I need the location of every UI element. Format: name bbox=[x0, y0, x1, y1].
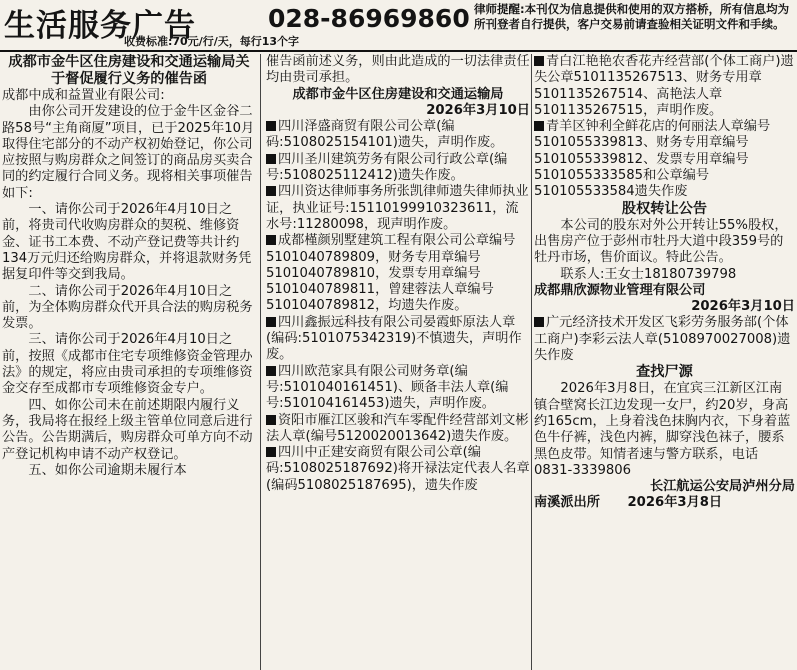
ad-text: 四川鑫振远科技有限公司晏霞虾原法人章(编码:5101075342319)不慎遗失，声明作废。 bbox=[266, 314, 522, 363]
signature-org: 南溪派出所 bbox=[534, 495, 600, 511]
ad-text: 成都槿颜别墅建筑工程有限公司公章编号5101040789809，财务专用章编号5101040789810，发票专用章编号5101040789811，曾建蓉法人章编号5101040789812，均遗失作废。 bbox=[266, 233, 516, 314]
classified-ad bbox=[534, 54, 795, 119]
header-divider bbox=[0, 50, 797, 52]
classified-ad bbox=[266, 233, 530, 314]
classified-ad bbox=[266, 364, 530, 413]
column-1 bbox=[2, 54, 256, 670]
classified-ad bbox=[266, 184, 530, 233]
lawyer-notice: 律师提醒:本刊仅为信息提供和使用的双方搭桥，所有信息均为所刊登者自行提供，客户交易前请查验相关证明文件和手续。 bbox=[474, 2, 790, 31]
ad-text: 青白江艳艳农香花卉经营部(个体工商户)遗失公章5101135267513、财务专用章5101135267514、高艳法人章5101135267515，声明作废。 bbox=[534, 54, 794, 118]
bullet-square-icon bbox=[534, 317, 544, 327]
classified-ad bbox=[266, 119, 530, 152]
paragraph: 本公司的股东对外公开转让55%股权，出售房产位于彭州市牡丹大道中段359号的牡丹市场，售价面议。特此公告。 bbox=[534, 217, 788, 266]
search-title: 查找尸源 bbox=[636, 364, 693, 381]
classified-ad bbox=[266, 413, 530, 446]
column-divider bbox=[260, 54, 261, 670]
ad-text: 四川欧范家具有限公司财务章(编号:5101040161451)、顾备丰法人章(编号:510104161453)遗失，声明作废。 bbox=[266, 363, 509, 412]
signature-date: 2026年3月10日 bbox=[426, 102, 530, 118]
bullet-square-icon bbox=[534, 56, 544, 66]
classified-ad bbox=[534, 119, 795, 200]
equity-title: 股权转让公告 bbox=[621, 200, 708, 217]
ad-text: 广元经济技术开发区飞彩劳务服务部(个体工商户)李彩云法人章(5108970027008)遗失作废 bbox=[534, 315, 791, 364]
notice-title: 成都市金牛区住房建设和交通运输局关于督促履行义务的催告函 bbox=[8, 54, 250, 87]
paragraph: 二、请你公司于2026年4月10日之前，为全体购房群众代开具合法的购房税务发票。 bbox=[2, 283, 253, 332]
column-3 bbox=[534, 54, 795, 670]
section-title: 生活服务广告 bbox=[4, 8, 196, 44]
ad-text: 四川泽盛商贸有限公司公章(编码:5108025154101)遗失，声明作废。 bbox=[266, 119, 504, 151]
classified-ad bbox=[266, 315, 530, 364]
ad-text: 四川资达律师事务所张凯律师遗失律师执业证，执业证号:15110199910323611，流水号:11280098，现声明作废。 bbox=[266, 184, 529, 232]
paragraph: 一、请你公司于2026年4月10日之前，将贵司代收购房群众的契税、维修资金、证书工本费、不动产登记费等共计约134万元归还给购房群众，并将退款财务凭据复印件等交到我局。 bbox=[2, 202, 252, 283]
bullet-square-icon bbox=[266, 121, 276, 131]
ad-text: 四川圣川建筑劳务有限公司行政公章(编号:5108025112412)遗失作废。 bbox=[266, 151, 508, 184]
bullet-square-icon bbox=[266, 447, 276, 457]
bullet-square-icon bbox=[266, 366, 276, 376]
signature-date: 2026年3月8日 bbox=[627, 495, 723, 511]
hotline-number: 028-86969860 bbox=[268, 4, 470, 33]
fee-standard: 收费标准:70元/行/天，每行13个字 bbox=[124, 35, 300, 48]
ad-text: 四川中正建安商贸有限公司公章(编码:5108025187692)将开禄法定代表人名章(编码5108025187695)，遗失作废 bbox=[266, 445, 530, 493]
signature-line bbox=[534, 495, 795, 511]
salutation: 成都中成和益置业有限公司: bbox=[2, 88, 165, 103]
ad-text: 青羊区钟利全鲜花店的何丽法人章编号5101055339813、财务专用章编号5101055339812、发票专用章编号5101055333585和公章编号510105533584遗失作废 bbox=[534, 119, 771, 200]
paragraph: 三、请你公司于2026年4月10日之前，按照《成都市住宅专项维修资金管理办法》的规定，将应由贵司承担的专项维修资金交存至成都市专项维修资金专户。 bbox=[2, 332, 253, 397]
paragraph: 四、如你公司未在前述期限内履行义务，我局将在报经上级主管单位同意后进行公告。公告期满后，购房群众可单方向不动产登记机构申请不动产权登记。 bbox=[2, 397, 253, 462]
signature-org: 成都鼎欣源物业管理有限公司 bbox=[534, 282, 706, 298]
bullet-square-icon bbox=[534, 121, 544, 131]
signature-org: 成都市金牛区住房建设和交通运输局 bbox=[292, 86, 504, 102]
signature-date: 2026年3月10日 bbox=[691, 299, 795, 315]
paragraph: 由你公司开发建设的位于金牛区金谷二路58号“主角商厦”项目，已于2025年10月取得住宅部分的不动产权初始登记，你公司应按照与购房群众之间签订的商品房买卖合同的约定履行合同义务。现将相关事项催告如下: bbox=[2, 104, 255, 201]
classified-ad bbox=[534, 315, 795, 364]
bullet-square-icon bbox=[266, 415, 276, 425]
column-divider bbox=[531, 54, 532, 670]
bullet-square-icon bbox=[266, 317, 276, 327]
signature-org: 长江航运公安局泸州分局 bbox=[649, 479, 795, 495]
paragraph: 五、如你公司逾期未履行本 bbox=[28, 462, 187, 478]
bullet-square-icon bbox=[266, 154, 276, 164]
bullet-square-icon bbox=[266, 186, 276, 196]
ad-text: 资阳市雁江区骏和汽车零配件经营部刘文彬法人章(编号5120020013642)遗失作废。 bbox=[266, 412, 529, 444]
paragraph: 2026年3月8日，在宜宾三江新区江南镇合壁窝长江边发现一女尸，约20岁，身高约165cm，上身着浅色抹胸内衣，下身着蓝色牛仔裤，浅色内裤，脚穿浅色袜子，腰系黑色皮带。知情者速与警方联系，电话0831-3339806 bbox=[534, 381, 791, 478]
contact: 联系人:王女士18180739798 bbox=[560, 266, 737, 282]
paragraph: 催告函前述义务，则由此造成的一切法律责任均由贵司承担。 bbox=[266, 54, 530, 86]
column-2 bbox=[266, 54, 530, 670]
classified-ad bbox=[266, 152, 530, 185]
ad-header bbox=[0, 0, 797, 50]
bullet-square-icon bbox=[266, 235, 276, 245]
classified-ad bbox=[266, 445, 530, 494]
